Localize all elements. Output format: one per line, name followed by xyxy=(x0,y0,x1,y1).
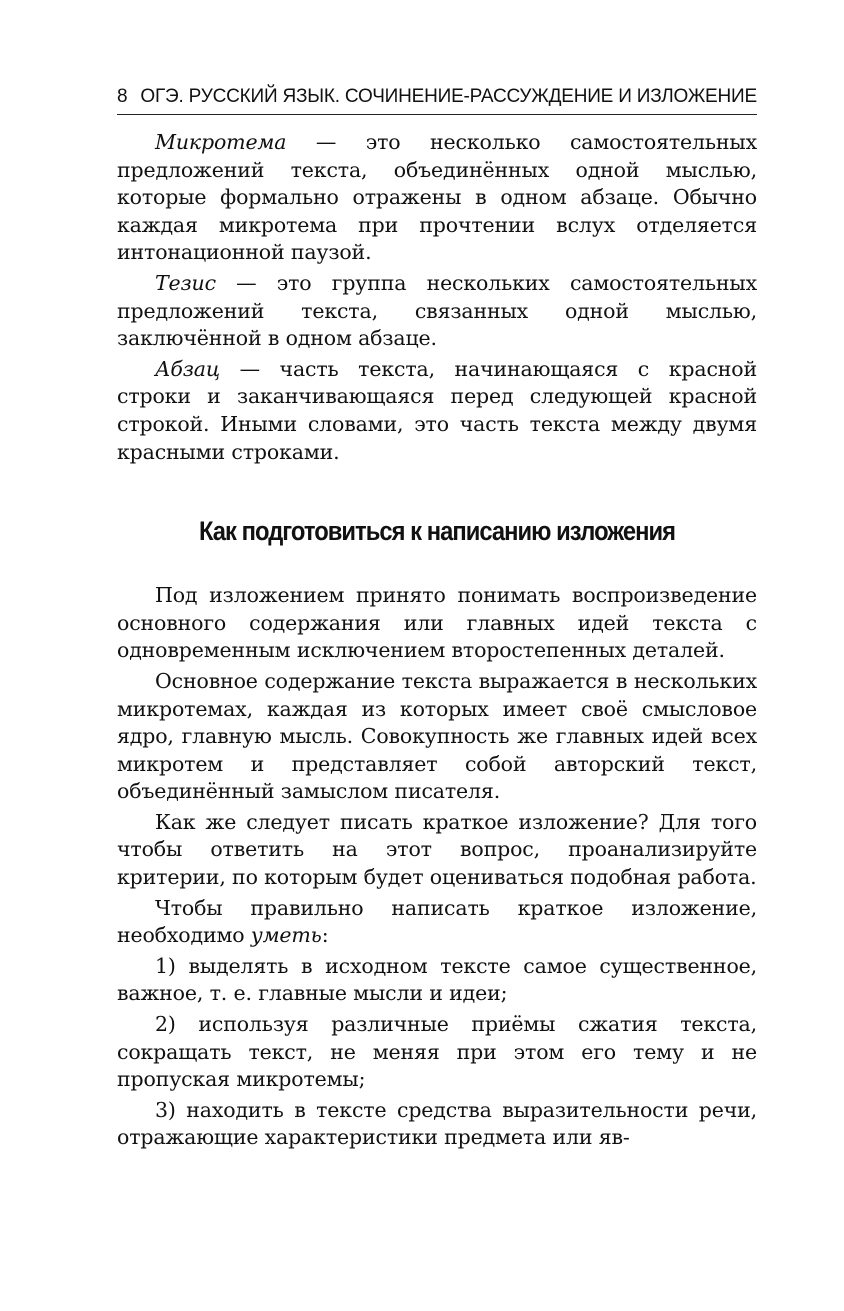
page-number: 8 xyxy=(117,86,128,107)
skills-intro-end: : xyxy=(321,923,329,948)
term-thesis: Тезис xyxy=(155,270,216,295)
definition-text: — часть текста, начинающаяся с красной строки и заканчивающаяся перед следующей красной строкой. Иными словами, это часть текста между двумя красными строками. xyxy=(117,356,757,464)
term-microtheme: Микротема xyxy=(155,130,287,154)
section-body xyxy=(117,582,757,1152)
term-paragraph: Абзац xyxy=(155,356,220,381)
definitions-block xyxy=(117,129,757,466)
skill-item: 1) выделять в исходном тексте самое существенное, важное, т. е. главные мысли и идеи; xyxy=(117,953,757,1006)
body-paragraph: Как же следует писать краткое изложение? Для того чтобы ответить на этот вопрос, проанализируйте критерии, по которым будет оцениваться подобная работа. xyxy=(117,809,757,890)
skills-intro-text: Чтобы правильно написать краткое изложение, необходимо xyxy=(117,895,757,948)
definition-text: — это группа нескольких самостоятельных предложений текста, связанных одной мыслью, заключённой в одном абзаце. xyxy=(117,270,757,351)
skills-intro xyxy=(117,895,757,950)
skills-intro-emphasis: уметь xyxy=(250,923,322,948)
definition-text: — это несколько самостоятельных предложений текста, объединённых одной мыслью, которые формально отражены в одном абзаце. Обычно каждая микротема при прочтении вслух отделяется интонационной паузой. xyxy=(117,130,757,265)
definition-paragraph xyxy=(117,129,757,267)
skill-item: 2) используя различные приёмы сжатия текста, сокращать текст, не меняя при этом его тему и не пропуская микротемы; xyxy=(117,1012,757,1092)
body-paragraph: Основное содержание текста выражается в нескольких микротемах, каждая из которых имеет своё смысловое ядро, главную мысль. Совокупность же главных идей всех микротем и представляет собой авторский текст, объединённый замыслом писателя. xyxy=(117,668,757,804)
section-heading: Как подготовиться к написанию изложения xyxy=(198,516,676,547)
running-title: ОГЭ. РУССКИЙ ЯЗЫК. СОЧИНЕНИЕ-РАССУЖДЕНИЕ И ИЗЛОЖЕНИЕ xyxy=(140,86,757,107)
skill-item: 3) находить в тексте средства выразительности речи, отражающие характеристики предмета или яв- xyxy=(117,1097,757,1150)
book-page xyxy=(117,84,757,1152)
definition-paragraph xyxy=(117,270,757,353)
definition-paragraph xyxy=(117,356,757,466)
running-head xyxy=(117,84,757,115)
body-paragraph: Под изложением принято понимать воспроизведение основного содержания или главных идей текста с одновременным исключением второстепенных деталей. xyxy=(117,583,757,663)
